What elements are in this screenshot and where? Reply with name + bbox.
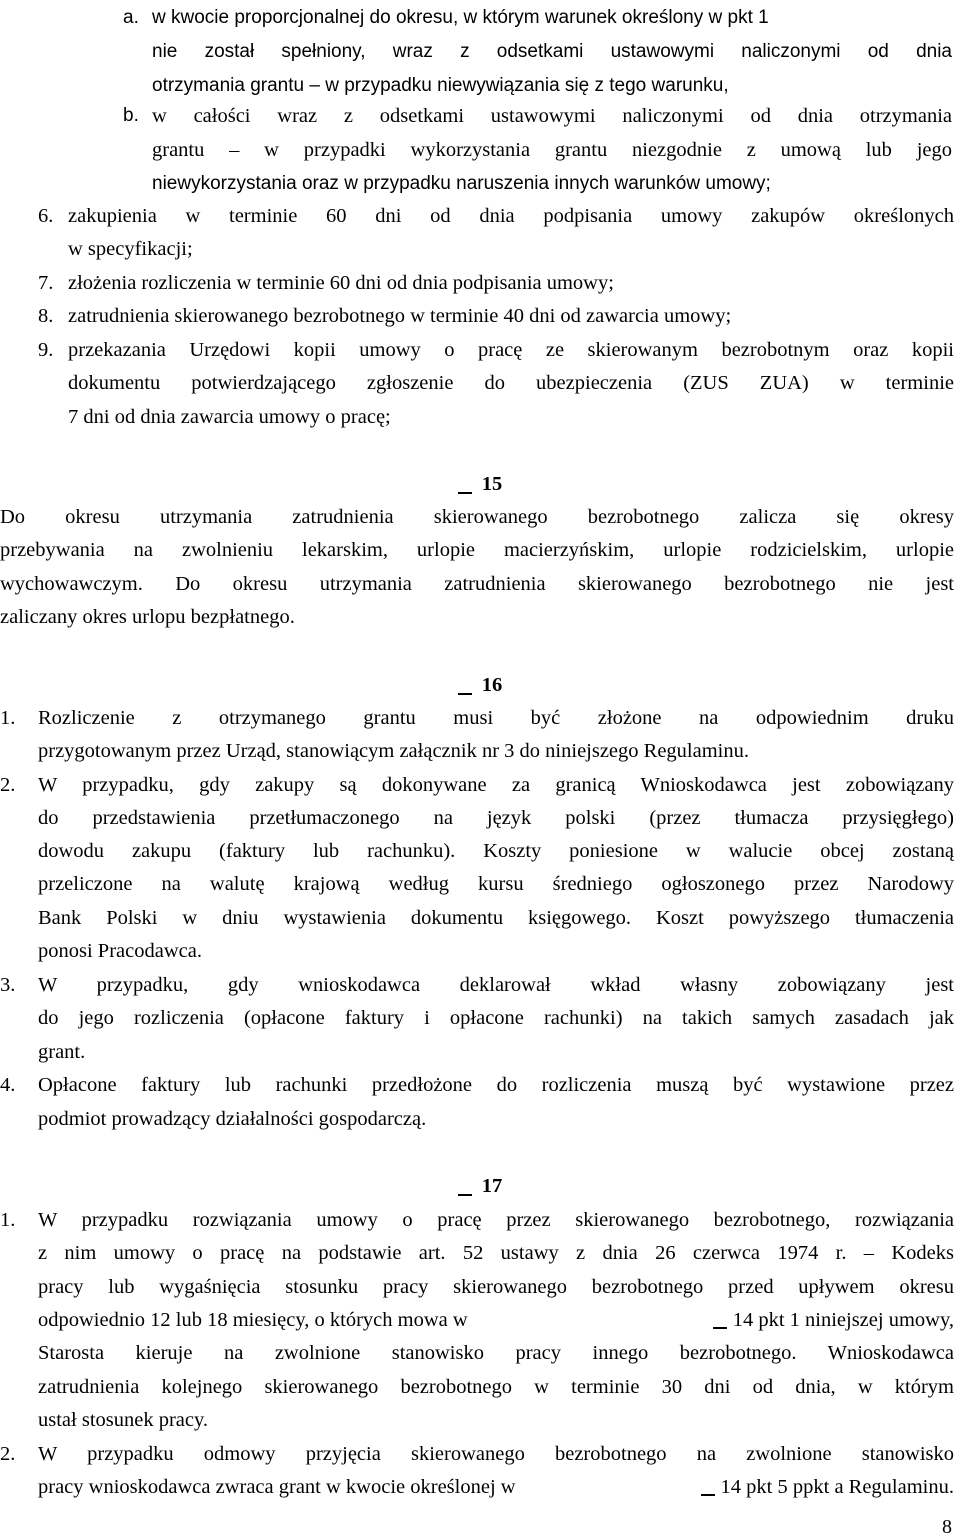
section-sign-icon <box>458 669 472 695</box>
text-line: dokumentu potwierdzającego zgłoszenie do ubezpieczenia (ZUS ZUA) w terminie <box>68 372 954 394</box>
item-marker: 1. <box>0 707 16 729</box>
list-item-6: 6. zakupienia w terminie 60 dni od dnia podpisania umowy zakupów określonych <box>0 199 960 233</box>
text-line: w kwocie proporcjonalnej do okresu, w którym warunek określony w pkt 1 <box>152 7 769 28</box>
text-line: podmiot prowadzący działalności gospodarczą. <box>38 1108 427 1130</box>
list-item-b: b. w całości wraz z odsetkami ustawowymi naliczonymi od dnia otrzymania <box>0 99 960 133</box>
section-sign-icon <box>701 1470 715 1496</box>
list-item-1: 1. Rozliczenie z otrzymanego grantu musi być złożone na odpowiednim druku <box>0 701 960 735</box>
text-line: grant. <box>38 1041 86 1063</box>
list-item-7: 7. złożenia rozliczenia w terminie 60 dni od dnia podpisania umowy; <box>0 266 960 300</box>
section-heading-17: 17 <box>0 1169 960 1203</box>
text-line: Bank Polski w dniu wystawienia dokumentu księgowego. Koszt powyższego tłumaczenia <box>38 907 954 929</box>
text-line: otrzymania grantu – w przypadku niewywiązania się z tego warunku, <box>152 75 729 96</box>
paragraph-line: wychowawczym. Do okresu utrzymania zatrudnienia skierowanego bezrobotnego nie jest <box>0 573 954 595</box>
text-line: do jego rozliczenia (opłacone faktury i opłacone rachunki) na takich samych zasadach jak <box>38 1007 954 1029</box>
text-line: Starosta kieruje na zwolnione stanowisko pracy innego bezrobotnego. Wnioskodawca <box>38 1342 954 1364</box>
text-line: przeliczone na walutę krajową według kursu średniego ogłoszonego przez Narodowy <box>38 873 954 895</box>
item-marker: 3. <box>0 974 16 996</box>
list-item-3: 3. W przypadku, gdy wnioskodawca deklarował wkład własny zobowiązany jest <box>0 968 960 1002</box>
item-marker: 6. <box>38 205 54 227</box>
text-line: niewykorzystania oraz w przypadku naruszenia innych warunków umowy; <box>152 173 771 194</box>
item-marker: 4. <box>0 1074 16 1096</box>
item-marker: a. <box>123 7 139 28</box>
item-marker: 1. <box>0 1209 16 1231</box>
section-sign-icon <box>458 1170 472 1196</box>
page-number: 8 <box>942 1516 952 1538</box>
list-item-1: 1. W przypadku rozwiązania umowy o pracę przez skierowanego bezrobotnego, rozwiązania <box>0 1203 960 1237</box>
text-line: w specyfikacji; <box>68 238 193 260</box>
text-line: pracy lub wygaśnięcia stosunku pracy skierowanego bezrobotnego przed upływem okresu <box>38 1276 954 1298</box>
section-heading-15: 15 <box>0 467 960 501</box>
list-item-9: 9. przekazania Urzędowi kopii umowy o pracę ze skierowanym bezrobotnym oraz kopii <box>0 333 960 367</box>
item-marker: 2. <box>0 1443 16 1465</box>
list-item-a <box>0 1 960 35</box>
list-item-2: 2. W przypadku, gdy zakupy są dokonywane za granicą Wnioskodawca jest zobowiązany <box>0 768 960 802</box>
list-item-4: 4. Opłacone faktury lub rachunki przedłożone do rozliczenia muszą być wystawione przez <box>0 1068 960 1102</box>
item-marker: b. <box>123 105 139 126</box>
text-line: 7 dni od dnia zawarcia umowy o pracę; <box>68 406 391 428</box>
text-line: przygotowanym przez Urząd, stanowiącym załącznik nr 3 do niniejszego Regulaminu. <box>38 740 749 762</box>
text-with-section-ref: odpowiednio 12 lub 18 miesięcy, o których mowa w 14 pkt 1 niniejszej umowy, <box>38 1303 954 1337</box>
item-marker: 8. <box>38 305 54 327</box>
item-marker: 7. <box>38 272 54 294</box>
paragraph-line: zaliczany okres urlopu bezpłatnego. <box>0 606 295 628</box>
list-item-2: 2. W przypadku odmowy przyjęcia skierowanego bezrobotnego na zwolnione stanowisko <box>0 1437 960 1471</box>
text-with-section-ref: pracy wnioskodawca zwraca grant w kwocie określonej w 14 pkt 5 ppkt a Regulaminu. <box>38 1470 954 1504</box>
text-line: dowodu zakupu (faktury lub rachunku). Koszty poniesione w walucie obcej zostaną <box>38 840 954 862</box>
item-marker: 2. <box>0 774 16 796</box>
text-line: zatrudnienia kolejnego skierowanego bezrobotnego w terminie 30 dni od dnia, w którym <box>38 1376 954 1398</box>
text-line: nie został spełniony, wraz z odsetkami ustawowymi naliczonymi od dnia <box>152 41 952 62</box>
section-sign-icon <box>713 1303 727 1329</box>
list-item-8: 8. zatrudnienia skierowanego bezrobotnego w terminie 40 dni od zawarcia umowy; <box>0 299 960 333</box>
text-line <box>0 1303 960 1337</box>
text-line: grantu – w przypadki wykorzystania grantu niezgodnie z umową lub jego <box>152 139 952 161</box>
text-line: ponosi Pracodawca. <box>38 940 202 962</box>
text-line: do przedstawienia przetłumaczonego na język polski (przez tłumacza przysięgłego) <box>38 807 954 829</box>
section-sign-icon <box>458 468 472 494</box>
text-line: z nim umowy o pracę na podstawie art. 52 ustawy z dnia 26 czerwca 1974 r. – Kodeks <box>38 1242 954 1264</box>
item-marker: 9. <box>38 339 54 361</box>
text-line <box>0 1470 960 1504</box>
paragraph-line: Do okresu utrzymania zatrudnienia skierowanego bezrobotnego zalicza się okresy <box>0 506 954 528</box>
paragraph-line: przebywania na zwolnieniu lekarskim, urlopie macierzyńskim, urlopie rodzicielskim, urlopie <box>0 539 954 561</box>
text-line: ustał stosunek pracy. <box>38 1409 209 1431</box>
section-heading-16: 16 <box>0 668 960 702</box>
